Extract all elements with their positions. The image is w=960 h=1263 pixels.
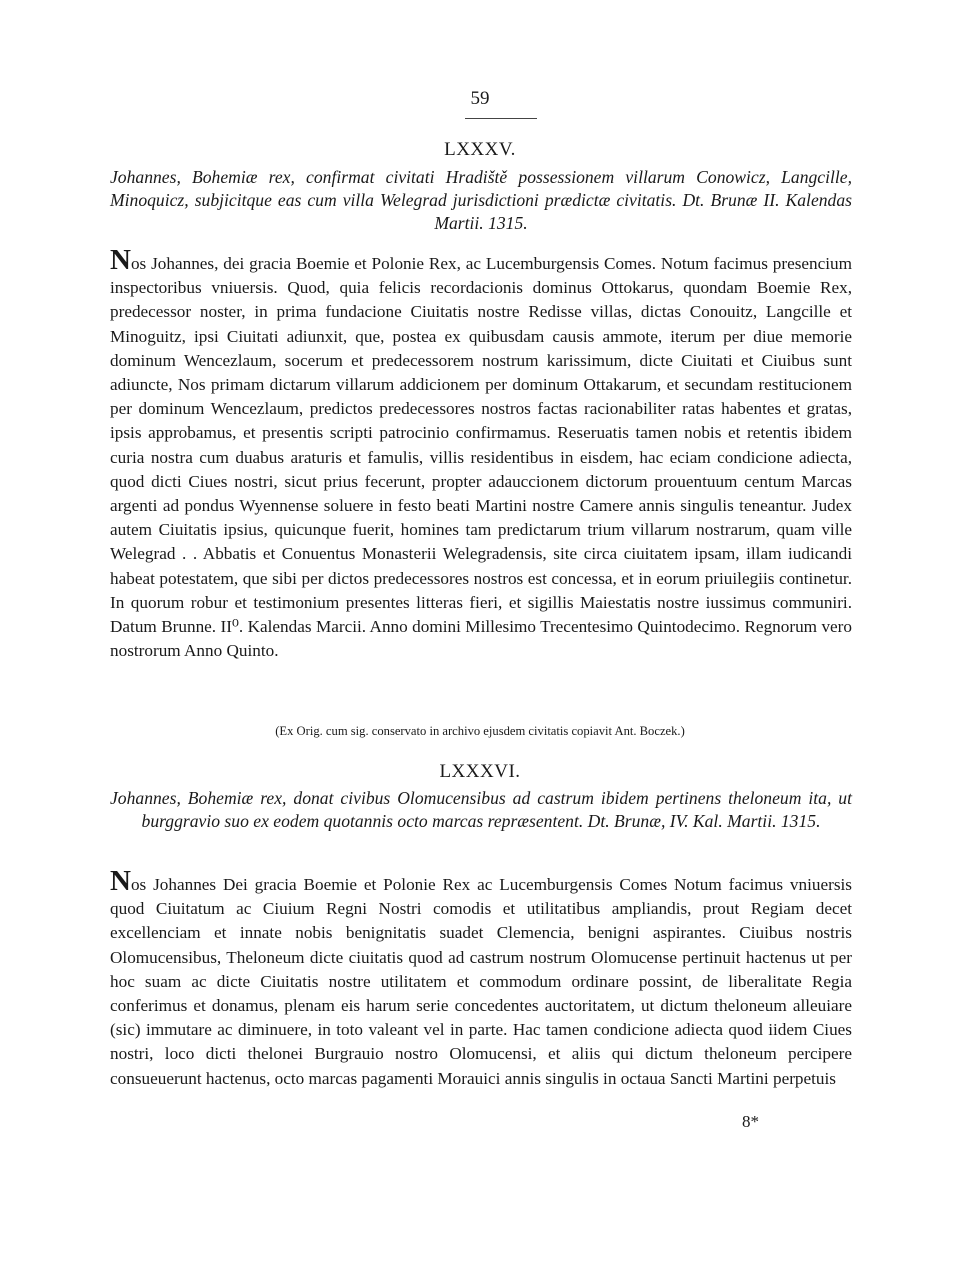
document-2-text-body: os Johannes Dei gracia Boemie et Polonie Rex ac Lucemburgensis Comes Notum facimus vniuersis quod Ciuitatum ac Ciuium Regni Nostri comodis et utilitatibus ampliandis, prout Regiam decet excellenciam et innate nobis benignitatis suadet Clemencia, benigni aspirantes. Ciuibus nostris Olomucensibus, Theloneum dicte ciuitatis quod ad castrum nostrum Olomucense pertinuit hactenus ut per hoc suam ac dicte Ciuitatis nostre utilitatem et commodum ordinare possint, de liberalitate Regia conferimus et donamus, plenam eis harum serie concedentes auctoritatem, ut dictum theloneum alleuiare (sic) immutare ac diminuere, in toto valeant vel in parte. Hac tamen condicione adiecta quod iidem Ciues nostri, loco dicti thelonei Burgrauio nostro Olomucensi, et aliis qui dictum theloneum percipere consueuerunt hactenus, octo marcas pagamenti Morauici annis singulis in octaua Sancti Martini perpetuis	[110, 875, 852, 1088]
document-2-number: LXXXVI.	[439, 761, 521, 782]
document-2-summary: Johannes, Bohemiæ rex, donat civibus Olomucensibus ad castrum ibidem pertinens theloneum ita, ut burggravio suo ex eodem quotannis octo marcas repræsentent. Dt. Brunæ, IV. Kal. Martii. 1315.	[110, 788, 852, 831]
page-number: 59	[470, 88, 490, 109]
document-1-initial: N	[110, 244, 131, 276]
document-1-number: LXXXV.	[444, 139, 516, 160]
document-2-text	[110, 865, 852, 1091]
document-1-text-body: os Johannes, dei gracia Boemie et Polonie Rex, ac Lucemburgensis Comes. Notum facimus presencium inspectoribus vniuersis. Quod, quia felicis recordacionis dominus Ottokarus, quondam Boemie Rex, predecessor noster, in prima fundacione Ciuitatis nostre Redisse villas, dictas Conouitz, Langcille et Minoguitz, ipsi Ciuitati adiunxit, que, postea ex quibusdam causis ammote, iterum per diue memorie dominum Wencezlaum, socerum et predecessorem nostrum karissimum, dicte Ciuitati et Ciuibus sunt adiuncte, Nos primam dictarum villarum addicionem per dominum Ottakarum, et secundam restitucionem per dominum Wencezlaum, predictos predecessores nostros factas racionabiliter ratas habentes et gratas, ipsis approbamus, et presentis scripti patrocinio confirmamus. Reseruatis tamen nobis et retentis ibidem curia nostra cum duabus araturis et famulis, villis residentibus in eisdem, hac eciam condicione adiecta, quod dicti Ciues nostri, sicut prius fecerunt, propter adauccionem dictorum prouentuum centum Marcas argenti ad pondus Wyennense soluere in festo beati Martini nostre Camere annis singulis teneantur. Judex autem Ciuitatis ipsius, quicunque fuerit, homines tam predictarum trium villarum nostrarum, quam ville Welegrad . . Abbatis et Conuentus Monasterii Welegradensis, site circa ciuitatem ipsam, illam iudicandi habeat potestatem, que sibi per dictos predecessores nostros est concessa, et in eorum priuilegiis continetur. In quorum robur et testimonium presentes litteras fieri, et sigillis Maiestatis nostre iussimus communiri. Datum Brunne. II⁰. Kalendas Marcii. Anno domini Millesimo Trecentesimo Quintodecimo. Regnorum vero nostrorum Anno Quinto.	[110, 254, 852, 661]
page-number-rule	[465, 118, 537, 119]
signature-mark: 8*	[742, 1112, 759, 1131]
document-1-source-note: (Ex Orig. cum sig. conservato in archivo ejusdem civitatis copiavit Ant. Boczek.)	[275, 724, 685, 738]
document-1-summary: Johannes, Bohemiæ rex, confirmat civitati Hradiště possessionem villarum Conowicz, Langcille, Minoquicz, subjicitque eas cum villa Welegrad jurisdictioni prædictæ civitatis. Dt. Brunæ II. Kalendas Martii. 1315.	[110, 167, 852, 233]
document-2-initial: N	[110, 865, 131, 897]
document-1-text	[110, 244, 852, 663]
